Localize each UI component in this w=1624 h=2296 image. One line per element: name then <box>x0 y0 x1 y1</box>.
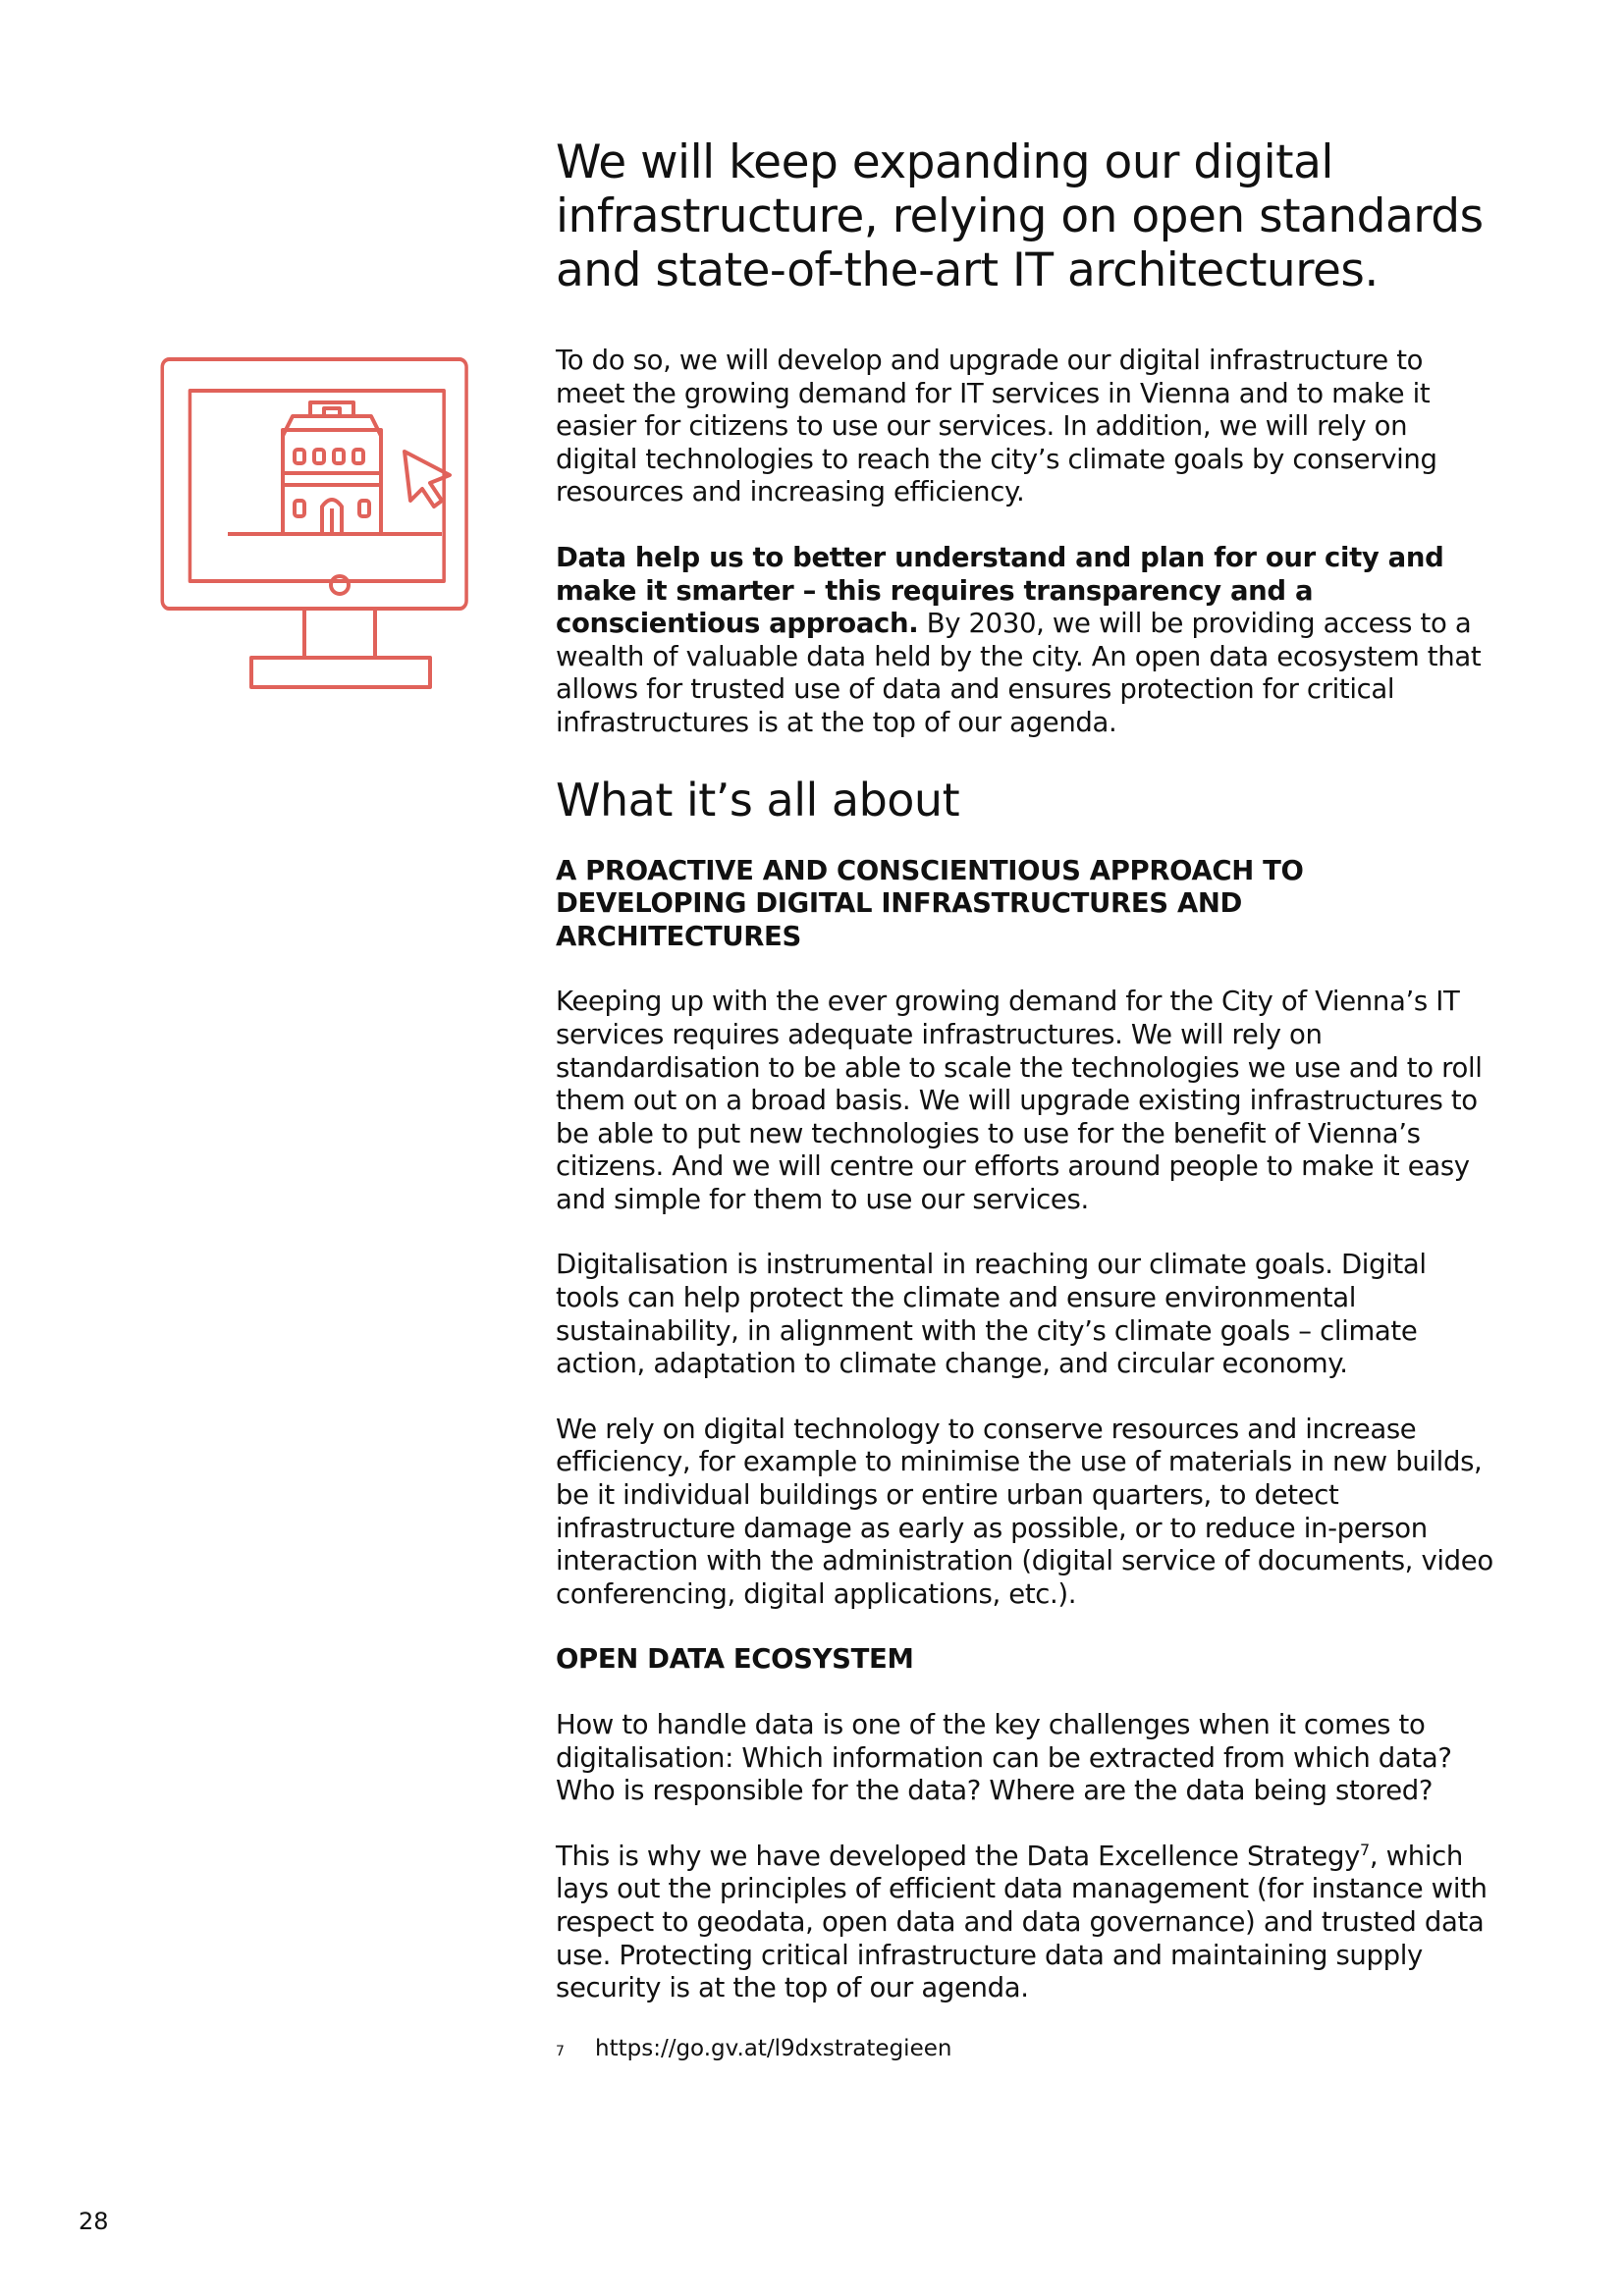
section2-paragraph-2-start: This is why we have developed the Data Excellence Strategy <box>556 1840 1360 1872</box>
page-number: 28 <box>79 2208 109 2235</box>
footnote-link[interactable]: https://go.gv.at/l9dxstrategieen <box>595 2035 952 2061</box>
section2-paragraph-2 <box>556 1841 1493 2005</box>
footnote <box>556 2034 1493 2066</box>
footnote-reference[interactable]: 7 <box>1359 1840 1370 1859</box>
highlight-rest: By 2030, we will be providing access to a wealth of valuable data held by the city. An open data ecosystem that allows for trusted use of data and ensures protection for critical infrastructures is at the top of our agenda. <box>556 608 1482 738</box>
section1-paragraph-3: We rely on digital technology to conserve resources and increase efficiency, for example to minimise the use of materials in new builds, be it individual buildings or entire urban quarters, to detect infrastructure damage as early as possible, or to reduce in-person interaction with the administration (digital service of documents, video conferencing, digital applications, etc.). <box>556 1413 1493 1610</box>
highlight-bold: Data help us to better understand and plan for our city and make it smarter – this requires transparency and a conscientious approach. <box>556 541 1444 640</box>
section2-paragraph-2-end: , which lays out the principles of efficient data management (for instance with respect to geodata, open data and data governance) and trusted data use. Protecting critical infrastructure data and maintaining supply security is at the top of our agenda. <box>556 1840 1488 2004</box>
monitor-illustration <box>157 353 481 697</box>
section-title: What it’s all about <box>556 773 960 827</box>
headline: We will keep expanding our digital infrastructure, relying on open standards and state-of-the-art IT architectures. <box>556 135 1484 297</box>
section2-heading: OPEN DATA ECOSYSTEM <box>556 1643 914 1676</box>
intro-paragraph: To do so, we will develop and upgrade our digital infrastructure to meet the growing demand for IT services in Vienna and to make it easier for citizens to use our services. In addition, we will rely on digital technologies to reach the city’s climate goals by conserving resources and increasing efficiency. <box>556 345 1437 508</box>
main-content <box>556 135 1493 2066</box>
section1-heading: A PROACTIVE AND CONSCIENTIOUS APPROACH TO DEVELOPING DIGITAL INFRASTRUCTURES AND ARCHITECTURES <box>556 854 1304 952</box>
section2-paragraph-1: How to handle data is one of the key challenges when it comes to digitalisation: Which information can be extracted from which data? Who is responsible for the data? Where are the data being stored? <box>556 1709 1452 1807</box>
building-icon <box>283 402 381 534</box>
section1-paragraph-2: Digitalisation is instrumental in reaching our climate goals. Digital tools can help protect the climate and ensure environmental sustainability, in alignment with the city’s climate goals – climate action, adaptation to climate change, and circular economy. <box>556 1249 1427 1380</box>
monitor-icon <box>162 359 466 687</box>
footnote-number: 7 <box>556 2043 565 2059</box>
section1-paragraph-1: Keeping up with the ever growing demand for the City of Vienna’s IT services requires adequate infrastructures. We will rely on standardisation to be able to scale the technologies we use and to roll them out on a broad basis. We will upgrade existing infrastructures to be able to put new technologies to use for the benefit of Vienna’s citizens. And we will centre our efforts around people to make it easy and simple for them to use our services. <box>556 986 1483 1215</box>
highlight-paragraph <box>556 542 1493 740</box>
